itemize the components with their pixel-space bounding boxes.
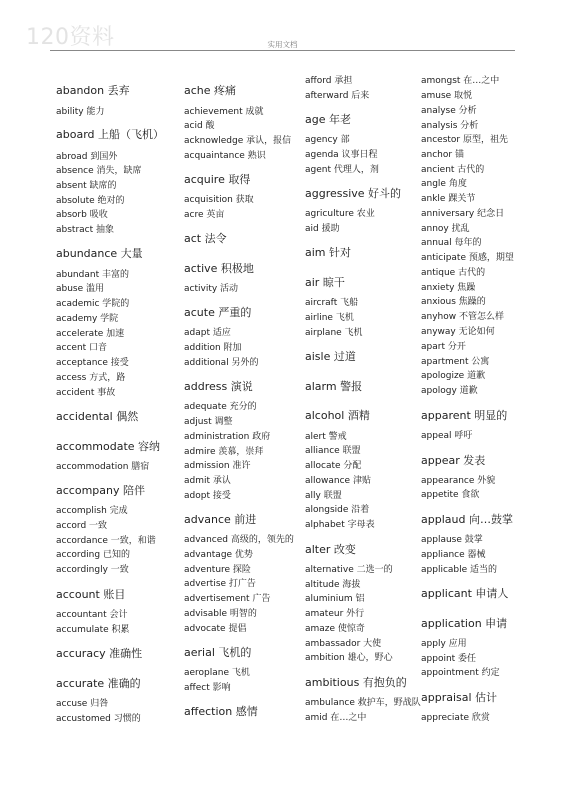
vocab-entry: advertise 打广告 xyxy=(184,579,256,589)
vocab-entry: anyhow 不管怎么样 xyxy=(421,312,504,322)
vocab-entry: accordance 一致，和谐 xyxy=(56,536,156,546)
vocab-entry: applicable 适当的 xyxy=(421,565,498,575)
vocab-entry: appeal 呼吁 xyxy=(421,431,473,441)
vocab-entry: aluminium 铝 xyxy=(305,594,365,604)
vocab-entry: adequate 充分的 xyxy=(184,402,257,412)
vocab-entry: admire 羡慕，崇拜 xyxy=(184,447,264,457)
vocab-entry: acquisition 获取 xyxy=(184,195,254,205)
vocab-entry: addition 附加 xyxy=(184,343,242,353)
header-rule xyxy=(50,50,515,51)
vocab-entry: alter 改变 xyxy=(305,543,356,556)
vocab-entry: agenda 议事日程 xyxy=(305,150,378,160)
vocab-entry: academic 学院的 xyxy=(56,299,130,309)
vocab-entry: anticipate 预感，期望 xyxy=(421,253,514,263)
vocab-entry: ambition 雄心，野心 xyxy=(305,653,393,663)
vocab-entry: aeroplane 飞机 xyxy=(184,668,250,678)
vocab-entry: analyse 分析 xyxy=(421,106,477,116)
vocab-entry: accumulate 积累 xyxy=(56,625,130,635)
vocab-entry: airline 飞机 xyxy=(305,313,354,323)
vocab-entry: advantage 优势 xyxy=(184,550,253,560)
vocab-entry: appointment 约定 xyxy=(421,668,500,678)
vocab-entry: adventure 探险 xyxy=(184,565,251,575)
vocab-entry: act 法令 xyxy=(184,232,227,245)
vocab-entry: accomplish 完成 xyxy=(56,506,128,516)
vocab-entry: appreciate 欣赏 xyxy=(421,713,490,723)
vocab-entry: apartment 公寓 xyxy=(421,357,490,367)
vocab-entry: active 积极地 xyxy=(184,262,254,275)
vocab-entry: admission 准许 xyxy=(184,461,251,471)
vocab-entry: alcohol 酒精 xyxy=(305,409,370,422)
vocab-entry: aerial 飞机的 xyxy=(184,646,252,659)
vocab-entry: acre 英亩 xyxy=(184,210,225,220)
vocab-entry: accuse 归咎 xyxy=(56,699,109,709)
vocab-entry: ambitious 有抱负的 xyxy=(305,676,407,689)
vocab-entry: adapt 适应 xyxy=(184,328,231,338)
vocab-entry: aggressive 好斗的 xyxy=(305,187,402,200)
vocab-entry: account 账目 xyxy=(56,588,126,601)
vocab-entry: ankle 踝关节 xyxy=(421,194,476,204)
vocab-entry: allocate 分配 xyxy=(305,461,362,471)
vocab-entry: appliance 器械 xyxy=(421,550,486,560)
vocab-entry: altitude 海拔 xyxy=(305,580,361,590)
vocab-entry: amateur 外行 xyxy=(305,609,365,619)
vocab-entry: acquire 取得 xyxy=(184,173,251,186)
vocab-entry: achievement 成就 xyxy=(184,107,264,117)
vocab-entry: application 申请 xyxy=(421,617,508,630)
vocab-entry: activity 活动 xyxy=(184,284,239,294)
vocab-entry: ambassador 大使 xyxy=(305,639,382,649)
vocab-entry: antique 古代的 xyxy=(421,268,486,278)
vocab-entry: acute 严重的 xyxy=(184,306,252,319)
vocab-entry: acquaintance 熟识 xyxy=(184,151,266,161)
vocab-entry: amaze 使惊奇 xyxy=(305,624,365,634)
vocab-entry: applause 鼓掌 xyxy=(421,535,483,545)
vocab-entry: agriculture 农业 xyxy=(305,209,375,219)
vocab-entry: absent 缺席的 xyxy=(56,181,117,191)
vocab-entry: afterward 后来 xyxy=(305,91,370,101)
vocab-entry: acknowledge 承认，报信 xyxy=(184,136,292,146)
vocab-entry: apart 分开 xyxy=(421,342,466,352)
vocab-entry: allowance 津贴 xyxy=(305,476,371,486)
vocab-entry: according 已知的 xyxy=(56,550,130,560)
vocab-entry: accommodation 膳宿 xyxy=(56,462,150,472)
vocab-entry: abundant 丰富的 xyxy=(56,270,129,280)
vocab-entry: appraisal 估计 xyxy=(421,691,498,704)
watermark-logo: 120资料 xyxy=(26,25,115,50)
vocab-entry: advisable 明智的 xyxy=(184,609,257,619)
vocab-entry: amid 在…之中 xyxy=(305,713,367,723)
vocab-entry: annual 每年的 xyxy=(421,238,482,248)
vocab-entry: ally 联盟 xyxy=(305,491,342,501)
vocab-entry: address 演说 xyxy=(184,380,253,393)
vocab-entry: air 晾干 xyxy=(305,276,345,289)
vocab-entry: aisle 过道 xyxy=(305,350,356,363)
vocab-entry: alphabet 字母表 xyxy=(305,520,375,530)
vocab-entry: accordingly 一致 xyxy=(56,565,129,575)
vocab-entry: analysis 分析 xyxy=(421,121,479,131)
vocab-entry: amongst 在…之中 xyxy=(421,76,500,86)
vocab-entry: aircraft 飞船 xyxy=(305,298,359,308)
vocab-entry: alliance 联盟 xyxy=(305,446,361,456)
vocab-entry: ancestor 原型，祖先 xyxy=(421,135,508,145)
page-header: 实用文档 xyxy=(267,40,298,49)
vocab-entry: ache 疼痛 xyxy=(184,84,237,97)
vocab-entry: abroad 到国外 xyxy=(56,152,118,162)
vocab-entry: abuse 滥用 xyxy=(56,284,105,294)
vocab-entry: applicant 申请人 xyxy=(421,587,509,600)
vocab-entry: airplane 飞机 xyxy=(305,328,363,338)
vocab-entry: accurate 准确的 xyxy=(56,677,141,690)
vocab-entry: apply 应用 xyxy=(421,639,467,649)
vocab-entry: anniversary 纪念日 xyxy=(421,209,505,219)
vocab-entry: abundance 大量 xyxy=(56,247,143,260)
vocab-entry: abstract 抽象 xyxy=(56,225,114,235)
vocab-entry: accustomed 习惯的 xyxy=(56,714,141,724)
vocab-entry: accelerate 加速 xyxy=(56,329,125,339)
vocab-entry: apparent 明显的 xyxy=(421,409,508,422)
vocab-entry: accord 一致 xyxy=(56,521,108,531)
vocab-entry: apology 道歉 xyxy=(421,386,478,396)
vocab-entry: aboard 上船（飞机） xyxy=(56,128,165,141)
vocab-entry: anchor 锚 xyxy=(421,150,464,160)
vocab-entry: agency 部 xyxy=(305,135,350,145)
vocab-entry: appear 发表 xyxy=(421,454,486,467)
vocab-entry: absolute 绝对的 xyxy=(56,196,125,206)
vocab-entry: anxious 焦躁的 xyxy=(421,297,486,307)
vocab-entry: access 方式，路 xyxy=(56,373,126,383)
vocab-entry: ancient 古代的 xyxy=(421,165,485,175)
vocab-entry: acceptance 接受 xyxy=(56,358,129,368)
vocab-entry: alternative 二选一的 xyxy=(305,565,393,575)
vocab-entry: accidental 偶然 xyxy=(56,410,139,423)
vocab-entry: accommodate 容纳 xyxy=(56,440,161,453)
vocab-entry: ability 能力 xyxy=(56,107,105,117)
vocab-entry: adopt 接受 xyxy=(184,491,231,501)
vocab-entry: apologize 道歉 xyxy=(421,371,486,381)
vocab-entry: anyway 无论如何 xyxy=(421,327,495,337)
vocab-entry: appoint 委任 xyxy=(421,654,477,664)
vocab-entry: alert 警戒 xyxy=(305,432,347,442)
vocab-entry: affection 感情 xyxy=(184,705,258,718)
vocab-entry: academy 学院 xyxy=(56,314,119,324)
vocab-entry: absorb 吸收 xyxy=(56,210,108,220)
vocab-entry: agent 代理人，剂 xyxy=(305,165,379,175)
vocab-entry: applaud 向…鼓掌 xyxy=(421,513,513,526)
vocab-entry: accuracy 准确性 xyxy=(56,647,143,660)
vocab-entry: amuse 取悦 xyxy=(421,91,473,101)
vocab-entry: additional 另外的 xyxy=(184,358,259,368)
vocab-entry: affect 影响 xyxy=(184,683,231,693)
vocab-entry: accountant 会计 xyxy=(56,610,128,620)
vocab-entry: admit 承认 xyxy=(184,476,231,486)
vocab-entry: appetite 食欲 xyxy=(421,490,480,500)
vocab-entry: advertisement 广告 xyxy=(184,594,271,604)
vocab-entry: accident 事故 xyxy=(56,388,116,398)
vocab-entry: aim 针对 xyxy=(305,246,352,259)
vocab-entry: appearance 外貌 xyxy=(421,476,496,486)
vocab-entry: accent 口音 xyxy=(56,343,108,353)
vocab-entry: acid 酸 xyxy=(184,121,215,131)
vocab-entry: administration 政府 xyxy=(184,432,271,442)
vocab-entry: abandon 丢弃 xyxy=(56,84,130,97)
vocab-entry: age 年老 xyxy=(305,113,351,126)
vocab-entry: anxiety 焦躁 xyxy=(421,283,476,293)
vocab-entry: afford 承担 xyxy=(305,76,353,86)
vocab-entry: advocate 提倡 xyxy=(184,624,247,634)
vocab-entry: ambulance 救护车，野战队 xyxy=(305,698,421,708)
vocab-entry: aid 援助 xyxy=(305,224,340,234)
vocab-entry: advanced 高级的，领先的 xyxy=(184,535,294,545)
vocab-entry: adjust 调整 xyxy=(184,417,233,427)
vocab-entry: alongside 沿着 xyxy=(305,505,370,515)
vocab-entry: angle 角度 xyxy=(421,179,467,189)
vocab-entry: alarm 警报 xyxy=(305,380,363,393)
vocab-entry: advance 前进 xyxy=(184,513,257,526)
vocab-entry: absence 消失，缺席 xyxy=(56,166,142,176)
vocab-entry: accompany 陪伴 xyxy=(56,484,145,497)
vocab-entry: annoy 扰乱 xyxy=(421,224,470,234)
